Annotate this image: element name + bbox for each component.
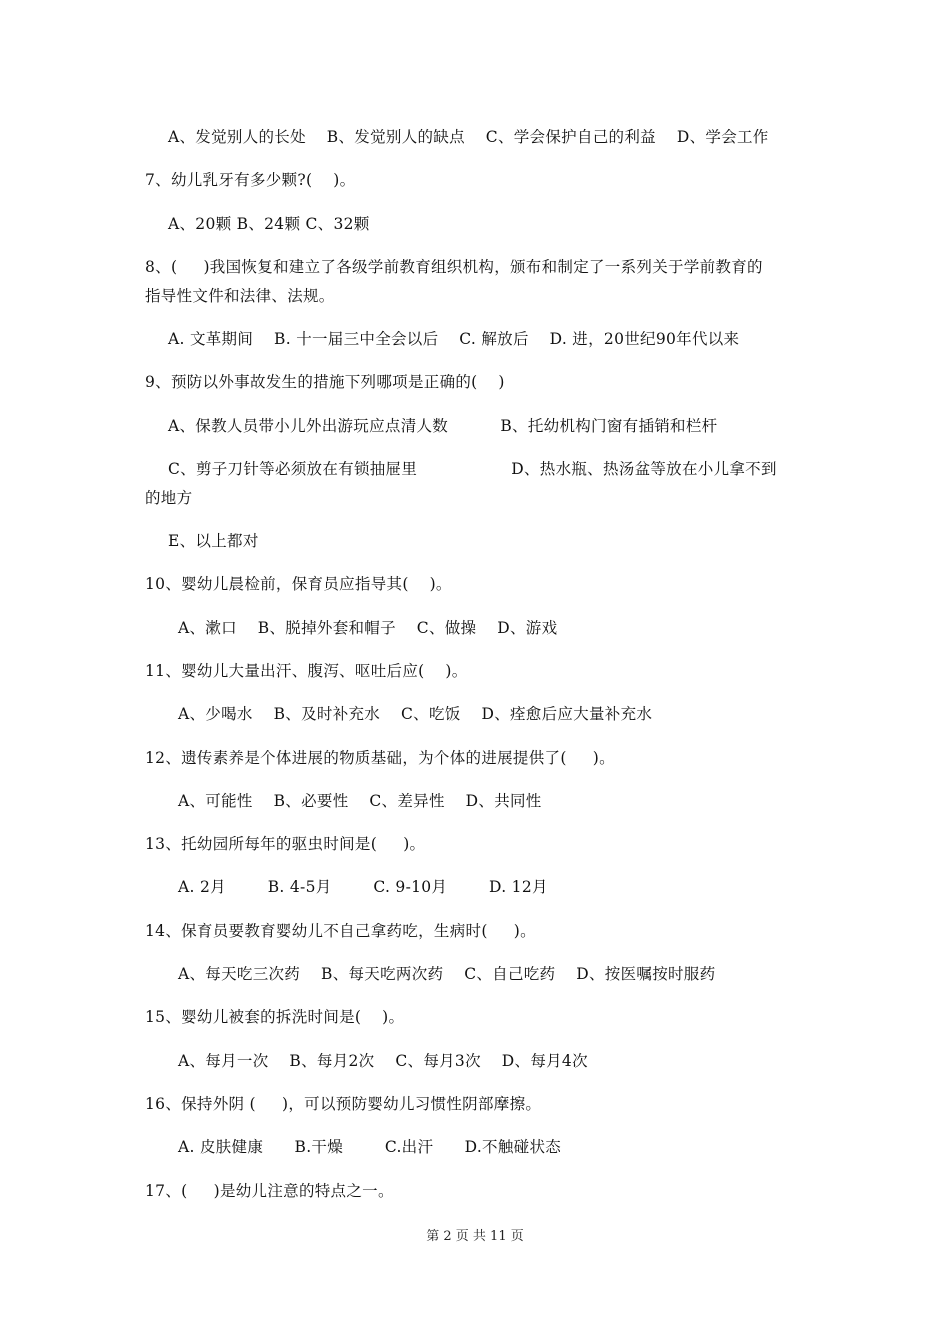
q14-question: 14、保育员要教育婴幼儿不自己拿药吃，生病时( )。	[145, 922, 536, 940]
q9-question: 9、预防以外事故发生的措施下列哪项是正确的( )	[145, 373, 505, 391]
q8-options: A. 文革期间 B. 十一届三中全会以后 C. 解放后 D. 进，20世纪90年代以来	[168, 330, 740, 348]
page-footer: 第 2 页 共 11 页	[426, 1229, 524, 1244]
q17-question: 17、( )是幼儿注意的特点之一。	[145, 1182, 394, 1200]
q14-options: A、每天吃三次药 B、每天吃两次药 C、自己吃药 D、按医嘱按时服药	[178, 965, 716, 983]
q10-question: 10、婴幼儿晨检前，保育员应指导其( )。	[145, 575, 452, 593]
q9-options-cd: C、剪子刀针等必须放在有锁抽屉里 D、热水瓶、热汤盆等放在小儿拿不到	[168, 460, 777, 478]
q8-question-line2: 指导性文件和法律、法规。	[145, 287, 335, 305]
q7-question: 7、幼儿乳牙有多少颗?( )。	[145, 171, 356, 189]
q15-options: A、每月一次 B、每月2次 C、每月3次 D、每月4次	[178, 1052, 588, 1070]
q11-options: A、少喝水 B、及时补充水 C、吃饭 D、痊愈后应大量补充水	[178, 705, 653, 723]
q12-question: 12、遗传素养是个体进展的物质基础，为个体的进展提供了( )。	[145, 749, 615, 767]
q8-question-line1: 8、( )我国恢复和建立了各级学前教育组织机构，颁布和制定了一系列关于学前教育的	[145, 258, 763, 276]
q9-options-ab: A、保教人员带小儿外出游玩应点清人数 B、托幼机构门窗有插销和栏杆	[168, 417, 718, 435]
q7-options: A、20颗 B、24颗 C、32颗	[168, 215, 370, 233]
q6-options: A、发觉别人的长处 B、发觉别人的缺点 C、学会保护自己的利益 D、学会工作	[168, 128, 769, 146]
q11-question: 11、婴幼儿大量出汗、腹泻、呕吐后应( )。	[145, 662, 468, 680]
q13-options: A. 2月 B. 4-5月 C. 9-10月 D. 12月	[178, 878, 548, 896]
q12-options: A、可能性 B、必要性 C、差异性 D、共同性	[178, 792, 542, 810]
q16-options: A. 皮肤健康 B.干燥 C.出汗 D.不触碰状态	[178, 1138, 562, 1156]
q10-options: A、漱口 B、脱掉外套和帽子 C、做操 D、游戏	[178, 619, 558, 637]
q15-question: 15、婴幼儿被套的拆洗时间是( )。	[145, 1008, 405, 1026]
q16-question: 16、保持外阴 ( )，可以预防婴幼儿习惯性阴部摩擦。	[145, 1095, 542, 1113]
q13-question: 13、托幼园所每年的驱虫时间是( )。	[145, 835, 426, 853]
q9-option-e: E、以上都对	[168, 532, 259, 550]
q9-options-cd-cont: 的地方	[145, 489, 193, 507]
